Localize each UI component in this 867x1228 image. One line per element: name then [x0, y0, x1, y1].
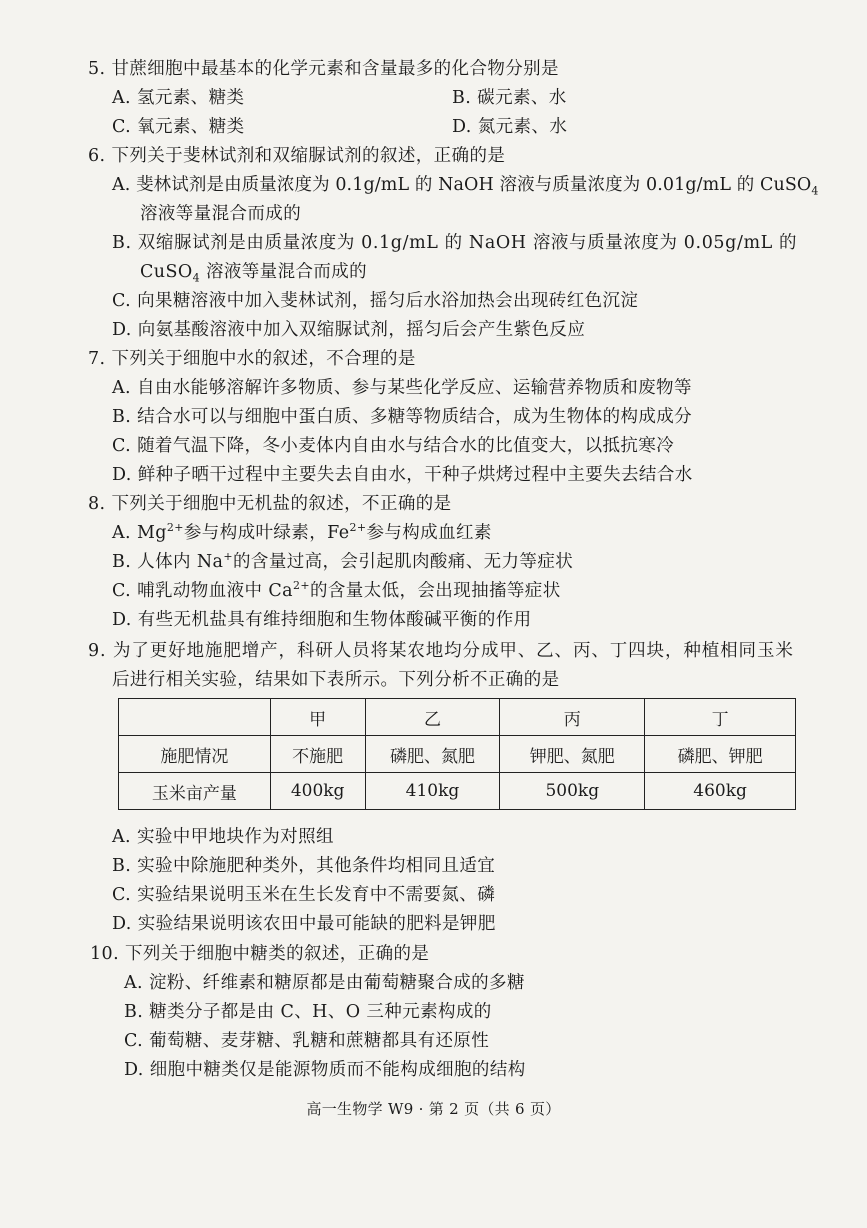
q8-a-part3: 参与构成血红素	[366, 523, 492, 543]
q8-option-a	[112, 522, 492, 544]
fertilizer-results-table	[118, 698, 796, 810]
q8-b-part1: B. 人体内 Na	[112, 552, 224, 572]
q6-b-subscript: 4	[192, 271, 201, 285]
q6-option-b: B. 双缩脲试剂是由质量浓度为 0.1g/mL 的 NaOH 溶液与质量浓度为 0.05g/mL 的	[112, 233, 798, 253]
q6-b-formula: CuSO	[140, 262, 193, 282]
q5-option-b: B. 碳元素、水	[452, 88, 567, 108]
q6-option-d: D. 向氨基酸溶液中加入双缩脲试剂，摇匀后会产生紫色反应	[112, 320, 586, 340]
table-header-cell: 乙	[365, 699, 500, 736]
table-cell: 410kg	[365, 773, 500, 810]
table-header-cell	[119, 699, 271, 736]
table-row	[119, 736, 796, 773]
q7-option-b: B. 结合水可以与细胞中蛋白质、多糖等物质结合，成为生物体的构成成分	[112, 407, 693, 427]
page-footer: 高一生物学 W9 · 第 2 页（共 6 页）	[306, 1100, 561, 1118]
q8-option-c	[112, 580, 561, 602]
table-row	[119, 773, 796, 810]
q6-option-b-continued	[140, 261, 367, 283]
q6-b-rest: 溶液等量混合而成的	[200, 262, 368, 282]
table-header-cell: 丁	[645, 699, 796, 736]
q10-option-c: C. 葡萄糖、麦芽糖、乳糖和蔗糖都具有还原性	[124, 1031, 490, 1051]
table-cell: 玉米亩产量	[119, 773, 271, 810]
table-cell: 500kg	[500, 773, 645, 810]
table-header-cell: 甲	[270, 699, 365, 736]
q7-option-a: A. 自由水能够溶解许多物质、参与某些化学反应、运输营养物质和废物等	[112, 378, 692, 398]
q8-option-b	[112, 551, 573, 573]
question-9-stem-line1: 9. 为了更好地施肥增产，科研人员将某农地均分成甲、乙、丙、丁四块，种植相同玉米	[88, 641, 794, 661]
q10-option-a: A. 淀粉、纤维素和糖原都是由葡萄糖聚合成的多糖	[124, 973, 525, 993]
q9-option-c: C. 实验结果说明玉米在生长发育中不需要氮、磷	[112, 885, 496, 905]
q6-option-a	[112, 174, 818, 196]
q5-option-a: A. 氢元素、糖类	[112, 88, 245, 108]
table-cell: 磷肥、氮肥	[365, 736, 500, 773]
table-cell: 钾肥、氮肥	[500, 736, 645, 773]
q9-option-d: D. 实验结果说明该农田中最可能缺的肥料是钾肥	[112, 914, 496, 934]
q8-a-part1: A. Mg	[112, 523, 167, 543]
question-8-stem: 8. 下列关于细胞中无机盐的叙述，不正确的是	[88, 494, 452, 514]
q7-option-d: D. 鲜种子晒干过程中主要失去自由水，干种子烘烤过程中主要失去结合水	[112, 465, 693, 485]
q10-option-b: B. 糖类分子都是由 C、H、O 三种元素构成的	[124, 1002, 492, 1022]
question-5-stem: 5. 甘蔗细胞中最基本的化学元素和含量最多的化合物分别是	[88, 59, 559, 79]
q6-option-c: C. 向果糖溶液中加入斐林试剂，摇匀后水浴加热会出现砖红色沉淀	[112, 291, 639, 311]
q6-option-a-text: A. 斐林试剂是由质量浓度为 0.1g/mL 的 NaOH 溶液与质量浓度为 0.01g/mL 的 CuSO	[112, 175, 812, 195]
q8-a-sup1: 2+	[166, 521, 184, 535]
q8-a-part2: 参与构成叶绿素，Fe	[183, 523, 350, 543]
q8-c-part2: 的含量太低，会出现抽搐等症状	[310, 581, 561, 601]
table-cell: 磷肥、钾肥	[645, 736, 796, 773]
table-header-cell: 丙	[500, 699, 645, 736]
q6-option-a-continued: 溶液等量混合而成的	[140, 204, 302, 224]
table-cell: 不施肥	[270, 736, 365, 773]
question-7-stem: 7. 下列关于细胞中水的叙述，不合理的是	[88, 349, 416, 369]
q9-option-b: B. 实验中除施肥种类外，其他条件均相同且适宜	[112, 856, 496, 876]
q7-option-c: C. 随着气温下降，冬小麦体内自由水与结合水的比值变大，以抵抗寒冷	[112, 436, 675, 456]
q6-option-a-subscript: 4	[811, 184, 819, 198]
question-9-stem-line2: 后进行相关实验，结果如下表所示。下列分析不正确的是	[112, 670, 560, 690]
q8-c-part1: C. 哺乳动物血液中 Ca	[112, 581, 293, 601]
table-cell: 施肥情况	[119, 736, 271, 773]
q9-option-a: A. 实验中甲地块作为对照组	[112, 827, 334, 847]
q8-option-d: D. 有些无机盐具有维持细胞和生物体酸碱平衡的作用	[112, 610, 532, 630]
q8-a-sup2: 2+	[349, 521, 367, 535]
table-cell: 400kg	[270, 773, 365, 810]
q8-b-part2: 的含量过高，会引起肌肉酸痛、无力等症状	[233, 552, 574, 572]
q8-c-sup: 2+	[292, 579, 310, 593]
q10-option-d: D. 细胞中糖类仅是能源物质而不能构成细胞的结构	[124, 1060, 526, 1080]
question-6-stem: 6. 下列关于斐林试剂和双缩脲试剂的叙述，正确的是	[88, 146, 506, 166]
table-cell: 460kg	[645, 773, 796, 810]
q5-option-c: C. 氧元素、糖类	[112, 117, 245, 137]
q8-b-sup: +	[223, 550, 234, 564]
table-header-row	[119, 699, 796, 736]
q5-option-d: D. 氮元素、水	[452, 117, 568, 137]
question-10-stem: 10. 下列关于细胞中糖类的叙述，正确的是	[90, 944, 430, 964]
